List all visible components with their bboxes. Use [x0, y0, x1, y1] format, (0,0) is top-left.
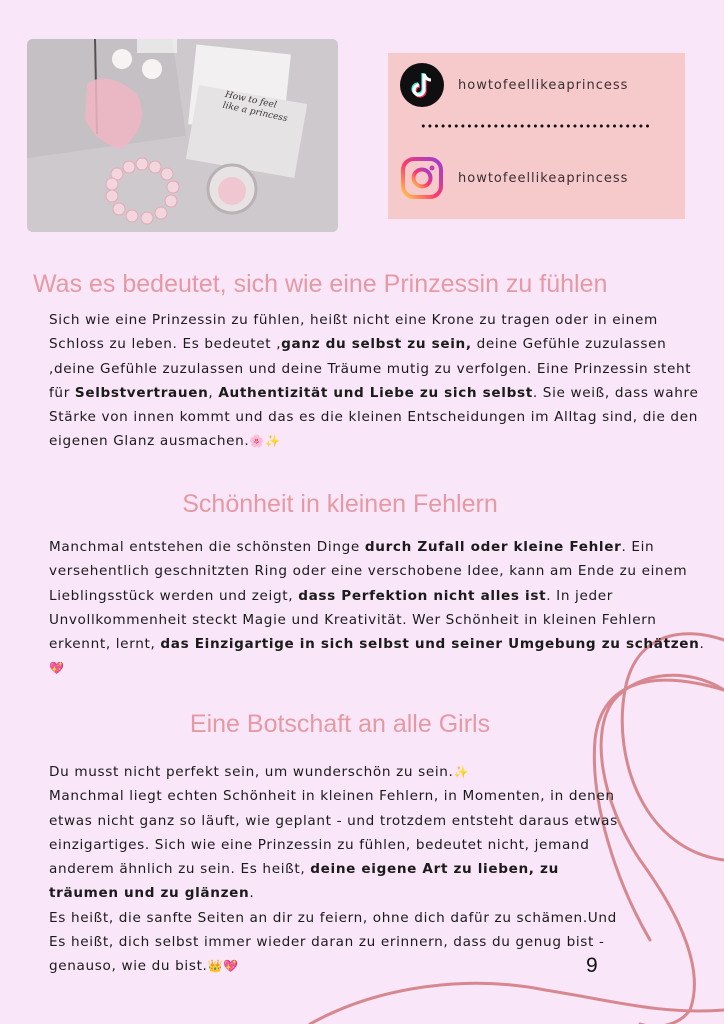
tiktok-handle[interactable]: howtofeellikeaprincess — [458, 77, 629, 93]
text-run: . — [249, 885, 255, 902]
flower-sparkle-emoji: 🌸✨ — [249, 434, 281, 449]
emphasis-run: das Einzigartige in sich selbst und seiner Umgebung zu schätzen — [160, 636, 700, 653]
text-run: . Ein versehentlich geschnitzten Ring oder eine verschobene Idee, kann am Ende zu einem Lieblingsstück werden und zeigt, — [49, 539, 688, 604]
tiktok-row[interactable] — [400, 63, 628, 107]
section-heading-beauty-in-flaws: Schönheit in kleinen Fehlern — [182, 490, 498, 518]
emphasis-run: durch Zufall oder kleine Fehler — [364, 539, 622, 555]
section-heading-message-to-girls: Eine Botschaft an alle Girls — [189, 710, 491, 738]
text-run: Es heißt, die sanfte Seiten an dir zu feiern, ohne dich dafür zu schämen.Und Es heißt, dich selbst immer wieder daran zu erinnern, dass du genug bist - genauso, wie du bist. — [49, 909, 617, 975]
section-paragraph-beauty-in-flaws — [49, 535, 709, 681]
text-run: Du musst nicht perfekt sein, um wunderschön zu sein. — [49, 764, 454, 780]
text-run: Sich wie eine Prinzessin zu fühlen, heißt nicht eine Krone zu tragen oder in einem Schloss zu leben. Es bedeutet , — [49, 312, 658, 353]
text-run: Manchmal liegt echten Schönheit in kleinen Fehlern, in Momenten, in denen etwas nicht ganz so läuft, wie geplant - und trotzdem entsteht daraus etwas einzigartiges. Sich wie eine Prinzessin zu fühlen, bedeutet nicht, jemand anderem ähnlich zu sein. Es heißt, — [49, 788, 618, 878]
text-run: deine Gefühle zuzulassen ,deine Gefühle zuzulassen und deine Träume mutig zu verfolgen. Eine Prinzessin steht für — [49, 336, 692, 401]
tiktok-icon[interactable] — [400, 63, 444, 107]
page-number: 9 — [586, 954, 598, 977]
instagram-icon[interactable] — [400, 156, 444, 200]
emphasis-run: ganz du selbst zu sein, — [281, 336, 472, 353]
instagram-handle[interactable]: howtofeellikeaprincess — [458, 170, 629, 186]
text-run: . In jeder Unvollkommenheit steckt Magie und Kreativität. Wer Schönheit in kleinen Fehlern erkennt, lernt, — [49, 587, 657, 653]
crown-heart-emoji: 👑💖 — [207, 959, 239, 974]
text-run: . — [699, 636, 705, 653]
emphasis-run: dass Perfektion nicht alles ist — [298, 587, 547, 604]
photo-card-title: How to feel like a princess — [221, 89, 289, 125]
emphasis-run: Selbstvertrauen — [74, 384, 209, 401]
product-photo — [27, 39, 338, 232]
social-handles-box — [388, 53, 685, 219]
instagram-row[interactable] — [400, 156, 628, 200]
emphasis-run: Authentizität und Liebe zu sich selbst — [218, 384, 533, 401]
heart-emoji: 💖 — [49, 661, 65, 676]
text-run: , — [208, 384, 219, 401]
section-paragraph-message-to-girls — [49, 760, 624, 979]
section-heading-princess-meaning: Was es bedeutet, sich wie eine Prinzessin zu fühlen — [33, 270, 608, 298]
dotted-divider — [420, 123, 652, 129]
emphasis-run: deine eigene Art zu lieben, zu träumen und zu glänzen — [49, 861, 559, 902]
section-paragraph-princess-meaning — [49, 308, 709, 454]
sparkle-emoji: ✨ — [453, 765, 470, 779]
text-run: . Sie weiß, dass wahre Stärke von innen kommt und das es die kleinen Entscheidungen im Alltag sind, die den eigenen Glanz ausmachen. — [49, 384, 699, 450]
text-run: Manchmal entstehen die schönsten Dinge — [49, 539, 365, 555]
photo-illustration — [27, 39, 338, 232]
